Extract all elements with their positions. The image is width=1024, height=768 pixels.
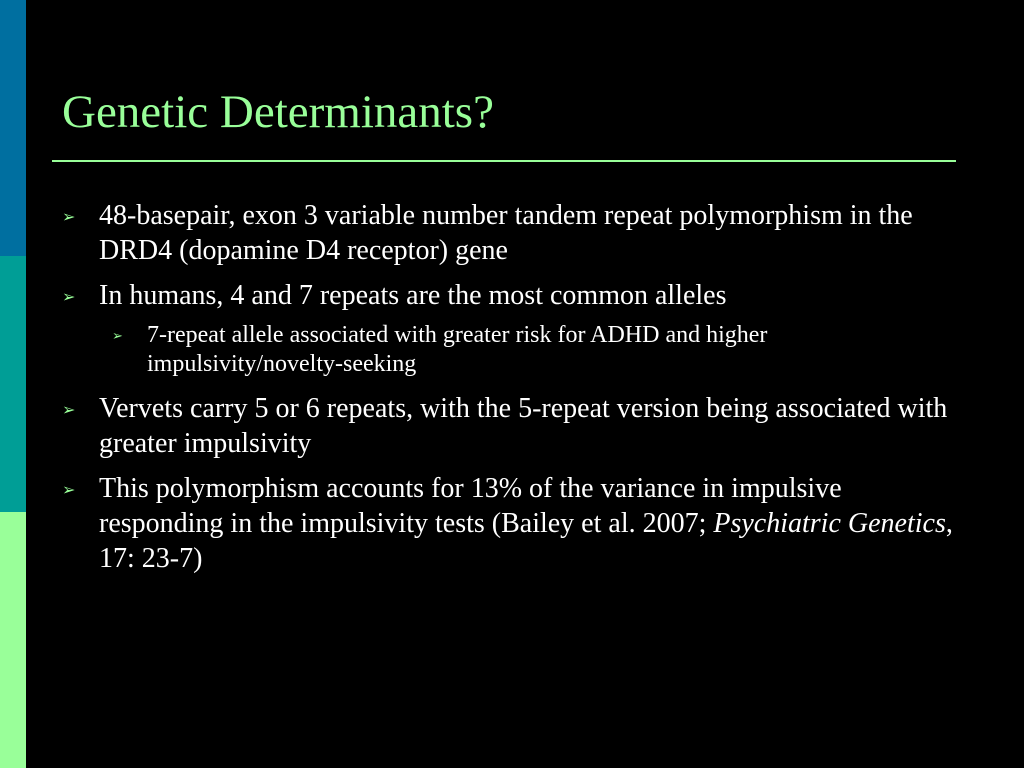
- bullet-text: [99, 473, 953, 574]
- bullet-text: 48-basepair, exon 3 variable number tandem repeat polymorphism in the DRD4 (dopamine D4 receptor) gene: [99, 200, 913, 266]
- side-bar-teal-segment: [0, 256, 26, 512]
- title-underline: [52, 160, 956, 162]
- citation-text-before: This polymorphism accounts for 13% of the variance in impulsive responding in the impulsivity tests (Bailey et al. 2007;: [99, 473, 842, 539]
- arrow-bullet-icon: ➢: [112, 329, 123, 344]
- bullet-text: In humans, 4 and 7 repeats are the most common alleles: [99, 280, 727, 311]
- sub-bullet-item: [62, 321, 962, 379]
- side-bar-green-segment: [0, 512, 26, 768]
- bullet-text: Vervets carry 5 or 6 repeats, with the 5-repeat version being associated with greater impulsivity: [99, 393, 948, 459]
- bullet-item: [62, 391, 962, 461]
- sub-bullet-text: 7-repeat allele associated with greater risk for ADHD and higher impulsivity/novelty-seeking: [147, 322, 768, 377]
- slide-title: Genetic Determinants?: [62, 86, 494, 138]
- arrow-bullet-icon: ➢: [62, 207, 76, 226]
- arrow-bullet-icon: ➢: [62, 400, 76, 419]
- journal-name: Psychiatric Genetics: [713, 508, 946, 539]
- arrow-bullet-icon: ➢: [62, 480, 76, 499]
- citation-text-after: , 17: 23-7): [99, 508, 953, 574]
- bullet-item: [62, 471, 962, 576]
- arrow-bullet-icon: ➢: [62, 287, 76, 306]
- bullet-item: [62, 198, 962, 268]
- side-bar-blue-segment: [0, 0, 26, 256]
- bullet-list: [62, 198, 962, 586]
- bullet-item: [62, 278, 962, 313]
